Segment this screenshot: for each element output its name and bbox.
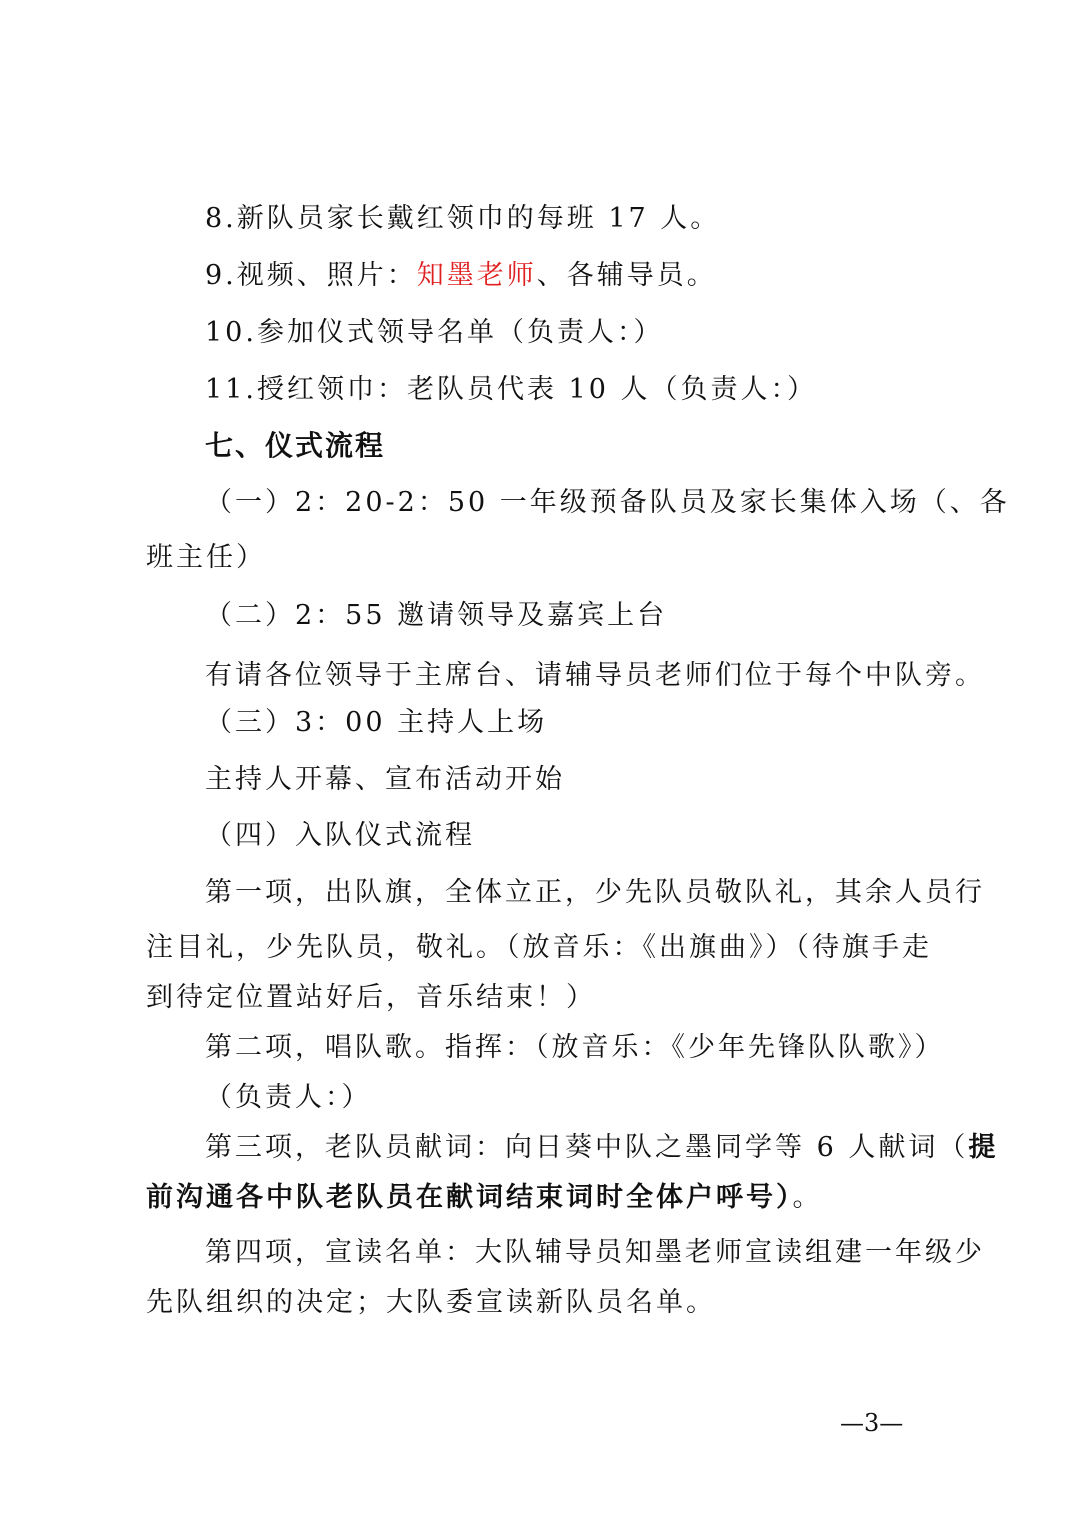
step-1-continued-text: 班主任） <box>146 542 266 573</box>
item-10-leader-list <box>205 315 663 351</box>
step-3-text: （三）3：00 主持人上场 <box>205 707 548 738</box>
item-second-text: 第二项，唱队歌。指挥：（放音乐：《少年先锋队队歌》） <box>205 1032 945 1063</box>
step-1-text: （一）2：20-2：50 一年级预备队员及家长集体入场（、各 <box>205 487 1010 518</box>
item-first-text-2: 注目礼，少先队员，敬礼。（放音乐：《出旗曲》）（待旗手走 <box>146 932 932 963</box>
item-8-text: 8.新队员家长戴红领巾的每班 17 人。 <box>205 203 721 234</box>
step-2-invite-leaders <box>205 598 667 634</box>
item-10-text: 10.参加仪式领导名单（负责人：） <box>205 317 664 348</box>
item-second-responsible <box>205 1080 372 1116</box>
item-first-text-3: 到待定位置站好后，音乐结束！） <box>146 982 596 1013</box>
step-3-host <box>205 705 547 741</box>
item-11-text: 11.授红领巾：老队员代表 10 人（负责人：） <box>205 374 817 405</box>
item-fourth-roster <box>205 1235 985 1271</box>
step-2-text: （二）2：55 邀请领导及嘉宾上台 <box>205 600 668 631</box>
item-third-bold-start: 提 <box>968 1132 999 1163</box>
item-9-prefix: 9.视频、照片： <box>205 260 417 291</box>
step-4-ceremony-process <box>205 818 475 854</box>
item-9-highlight-teacher: 知墨老师 <box>416 260 537 291</box>
step-2-detail <box>205 658 985 694</box>
item-fourth-roster-continued <box>146 1285 716 1321</box>
step-1-entry <box>205 485 1010 521</box>
item-11-award-red-scarf <box>205 372 817 408</box>
step-3-detail-text: 主持人开幕、宣布活动开始 <box>205 764 565 795</box>
item-first-text-1: 第一项，出队旗，全体立正，少先队员敬队礼，其余人员行 <box>205 877 985 908</box>
item-first-flag <box>205 875 985 911</box>
item-second-song <box>205 1030 945 1066</box>
item-fourth-text-1: 第四项，宣读名单：大队辅导员知墨老师宣读组建一年级少 <box>205 1237 985 1268</box>
item-first-flag-continued <box>146 930 932 966</box>
section-heading-text: 七、仪式流程 <box>205 429 386 462</box>
item-third-prefix: 第三项，老队员献词：向日葵中队之墨同学等 6 人献词（ <box>205 1132 969 1163</box>
item-first-flag-continued-2 <box>146 980 596 1016</box>
step-4-text: （四）入队仪式流程 <box>205 820 475 851</box>
item-8-parents-red-scarf <box>205 201 720 237</box>
step-2-detail-text: 有请各位领导于主席台、请辅导员老师们位于每个中队旁。 <box>205 660 985 691</box>
item-third-suffix: 。 <box>792 1182 823 1213</box>
item-third-speech-continued <box>146 1180 823 1216</box>
item-second-responsible-text: （负责人：） <box>205 1082 372 1113</box>
page-number: —3— <box>840 1409 904 1437</box>
item-9-video-photo <box>205 258 717 294</box>
item-third-speech <box>205 1130 998 1166</box>
item-fourth-text-2: 先队组织的决定；大队委宣读新队员名单。 <box>146 1287 716 1318</box>
item-third-bold-text: 前沟通各中队老队员在献词结束词时全体户呼号） <box>146 1182 793 1213</box>
item-9-suffix: 、各辅导员。 <box>536 260 717 291</box>
section-heading-ceremony-process <box>205 428 385 464</box>
step-3-detail <box>205 762 565 798</box>
step-1-entry-continued <box>146 540 266 576</box>
